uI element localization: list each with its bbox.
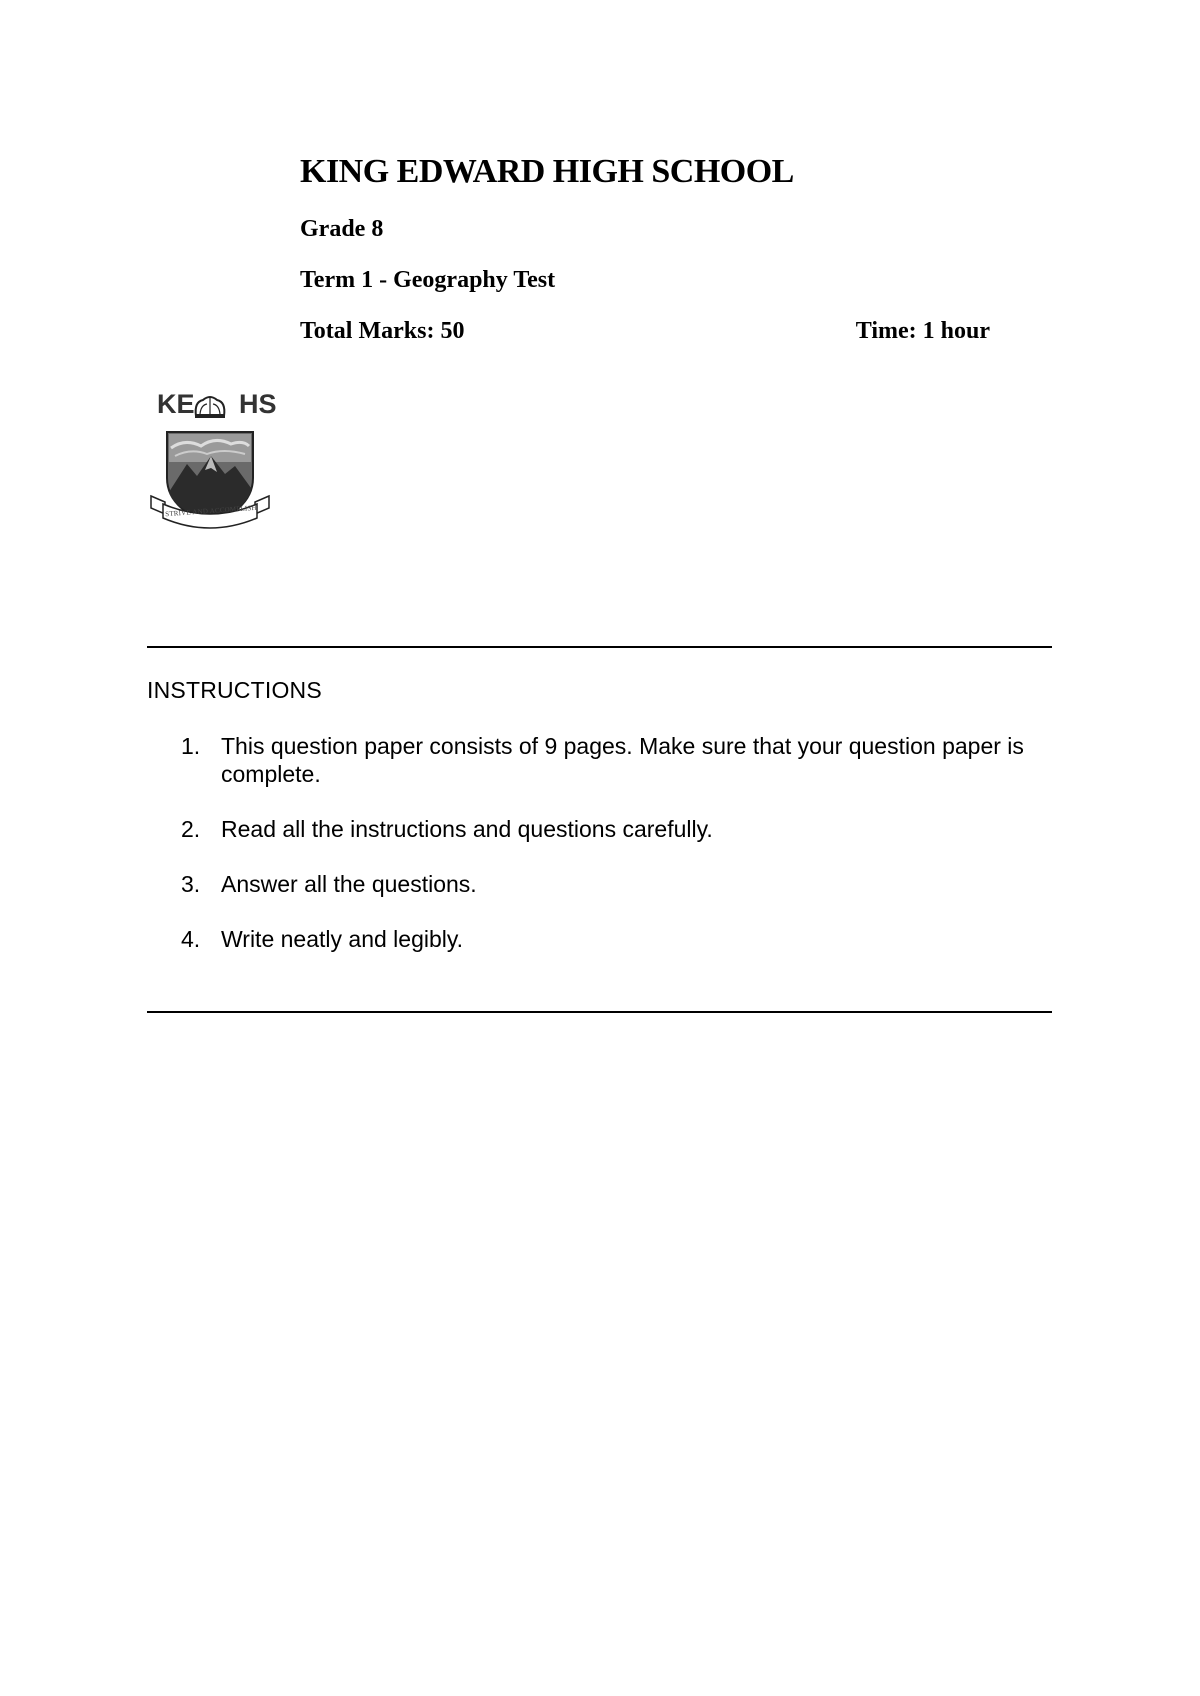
marks-time-row xyxy=(300,314,990,348)
crown-icon xyxy=(195,397,225,418)
school-logo xyxy=(145,390,275,535)
instruction-item xyxy=(181,732,1052,788)
logo-letters-hs: HS xyxy=(239,389,277,419)
test-title: Term 1 - Geography Test xyxy=(300,267,556,293)
instruction-text: Write neatly and legibly. xyxy=(221,926,464,952)
divider-top xyxy=(147,646,1052,648)
instruction-text: Read all the instructions and questions carefully. xyxy=(221,816,713,842)
instruction-text: This question paper consists of 9 pages. Make sure that your question paper is complete. xyxy=(221,733,1024,787)
instruction-number: 4. xyxy=(181,926,201,952)
instruction-number: 2. xyxy=(181,816,201,842)
instruction-item xyxy=(181,815,1052,843)
instruction-number: 3. xyxy=(181,871,201,897)
logo-motto: STRIVE AND ACCOMPLISH xyxy=(164,503,257,519)
grade-label: Grade 8 xyxy=(300,216,384,242)
instruction-list xyxy=(147,732,1052,953)
instructions-section xyxy=(147,676,1052,980)
instruction-item xyxy=(181,870,1052,898)
school-name: KING EDWARD HIGH SCHOOL xyxy=(300,153,794,190)
logo-letters-ke: KE xyxy=(157,389,195,419)
time-allowed: Time: 1 hour xyxy=(855,318,990,344)
instructions-heading: INSTRUCTIONS xyxy=(147,677,322,703)
instruction-number: 1. xyxy=(181,733,201,759)
instruction-item xyxy=(181,925,1052,953)
total-marks: Total Marks: 50 xyxy=(300,318,465,344)
instruction-text: Answer all the questions. xyxy=(221,871,477,897)
divider-bottom xyxy=(147,1011,1052,1013)
exam-header xyxy=(300,150,1000,365)
